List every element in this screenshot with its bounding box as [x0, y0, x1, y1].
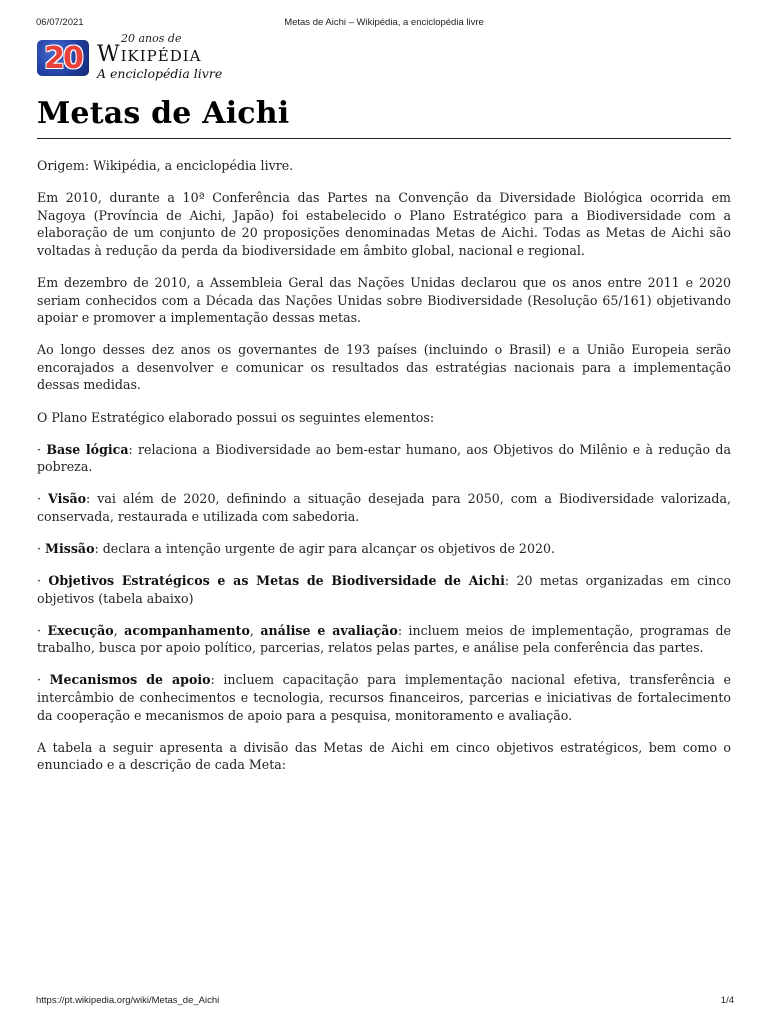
element-base-logica	[37, 441, 731, 476]
element-missao	[37, 540, 731, 558]
term-visao: Visão	[48, 491, 87, 507]
bullet: ·	[37, 573, 42, 589]
term-missao: Missão	[45, 541, 95, 556]
page-number: 1/4	[720, 995, 734, 1006]
print-header	[0, 17, 768, 31]
term-analise: análise e avaliação	[260, 622, 398, 638]
logo-wordmark: Wikipédia	[97, 42, 202, 67]
term-execucao: Execução	[47, 622, 114, 638]
logo-tagline: A enciclopédia livre	[97, 66, 223, 81]
element-execucao	[37, 622, 731, 657]
print-date: 06/07/2021	[36, 17, 84, 28]
wikipedia-logo[interactable]	[37, 32, 227, 82]
print-title: Metas de Aichi – Wikipédia, a enciclopédia livre	[284, 17, 484, 28]
text-execucao: : incluem meios de implementação, programas de trabalho, busca por apoio político, parcerias, relatos pelas partes, e análise pela conferência das partes.	[37, 622, 731, 656]
bullet: ·	[37, 672, 42, 688]
separator: ,	[249, 622, 261, 638]
origin-line: Origem: Wikipédia, a enciclopédia livre.	[37, 158, 294, 173]
text-visao: : vai além de 2020, definindo a situação desejada para 2050, com a Biodiversidade valorizada, conservada, restaurada e utilizada com sabedoria.	[37, 491, 731, 524]
print-footer	[0, 995, 768, 1009]
title-divider	[37, 138, 731, 139]
anniversary-number: 20	[44, 41, 82, 76]
text-objetivos: : 20 metas organizadas em cinco objetivos (tabela abaixo)	[37, 573, 731, 606]
text-mecanismos: : incluem capacitação para implementação nacional efetiva, transferência e intercâmbio de conhecimentos e tecnologia, recursos financeiros, parcerias e iniciativas de fortalecimento da cooperação e mecanismos de apoio para a pesquisa, monitoramento e avaliação.	[37, 672, 731, 723]
bullet: ·	[37, 491, 42, 507]
separator: ,	[113, 622, 125, 638]
paragraph-countries: Ao longo desses dez anos os governantes de 193 países (incluindo o Brasil) e a União Europeia serão encorajados a desenvolver e comunicar os resultados das estratégias nacionais para a implementação dessas medidas.	[37, 342, 731, 393]
article-body	[37, 157, 731, 788]
bullet: ·	[37, 622, 42, 638]
page-title: Metas de Aichi	[37, 96, 290, 131]
paragraph-intro: Em 2010, durante a 10ª Conferência das Partes na Convenção da Diversidade Biológica ocorrida em Nagoya (Província de Aichi, Japão) foi estabelecido o Plano Estratégico para a Biodiversidade com a elaboração de um conjunto de 20 proposições denominadas Metas de Aichi. Todas as Metas de Aichi são voltadas à redução da perda da biodiversidade em âmbito global, nacional e regional.	[37, 190, 731, 258]
term-base-logica: Base lógica	[46, 441, 129, 457]
element-visao	[37, 490, 731, 525]
text-missao: : declara a intenção urgente de agir para alcançar os objetivos de 2020.	[94, 541, 555, 556]
term-acompanhamento: acompanhamento	[124, 622, 250, 638]
print-url[interactable]: https://pt.wikipedia.org/wiki/Metas_de_Aichi	[36, 995, 220, 1006]
text-base-logica: : relaciona a Biodiversidade ao bem-estar humano, aos Objetivos do Milênio e à redução da pobreza.	[37, 441, 731, 475]
bullet: ·	[37, 441, 42, 457]
logo-anos: 20 anos de	[121, 32, 182, 45]
paragraph-table-intro: A tabela a seguir apresenta a divisão das Metas de Aichi em cinco objetivos estratégicos, bem como o enunciado e a descrição de cada Meta:	[37, 739, 731, 773]
paragraph-decade: Em dezembro de 2010, a Assembleia Geral das Nações Unidas declarou que os anos entre 2011 e 2020 seriam conhecidos com a Década das Nações Unidas sobre Biodiversidade (Resolução 65/161) objetivando apoiar e promover a implementação dessas metas.	[37, 274, 731, 326]
element-objetivos	[37, 572, 731, 607]
paragraph-plan: O Plano Estratégico elaborado possui os seguintes elementos:	[37, 409, 435, 425]
globe-20-icon	[37, 40, 89, 76]
bullet: ·	[37, 541, 42, 556]
element-mecanismos	[37, 671, 731, 724]
term-objetivos: Objetivos Estratégicos e as Metas de Biodiversidade de Aichi	[48, 573, 505, 589]
term-mecanismos: Mecanismos de apoio	[49, 672, 211, 688]
